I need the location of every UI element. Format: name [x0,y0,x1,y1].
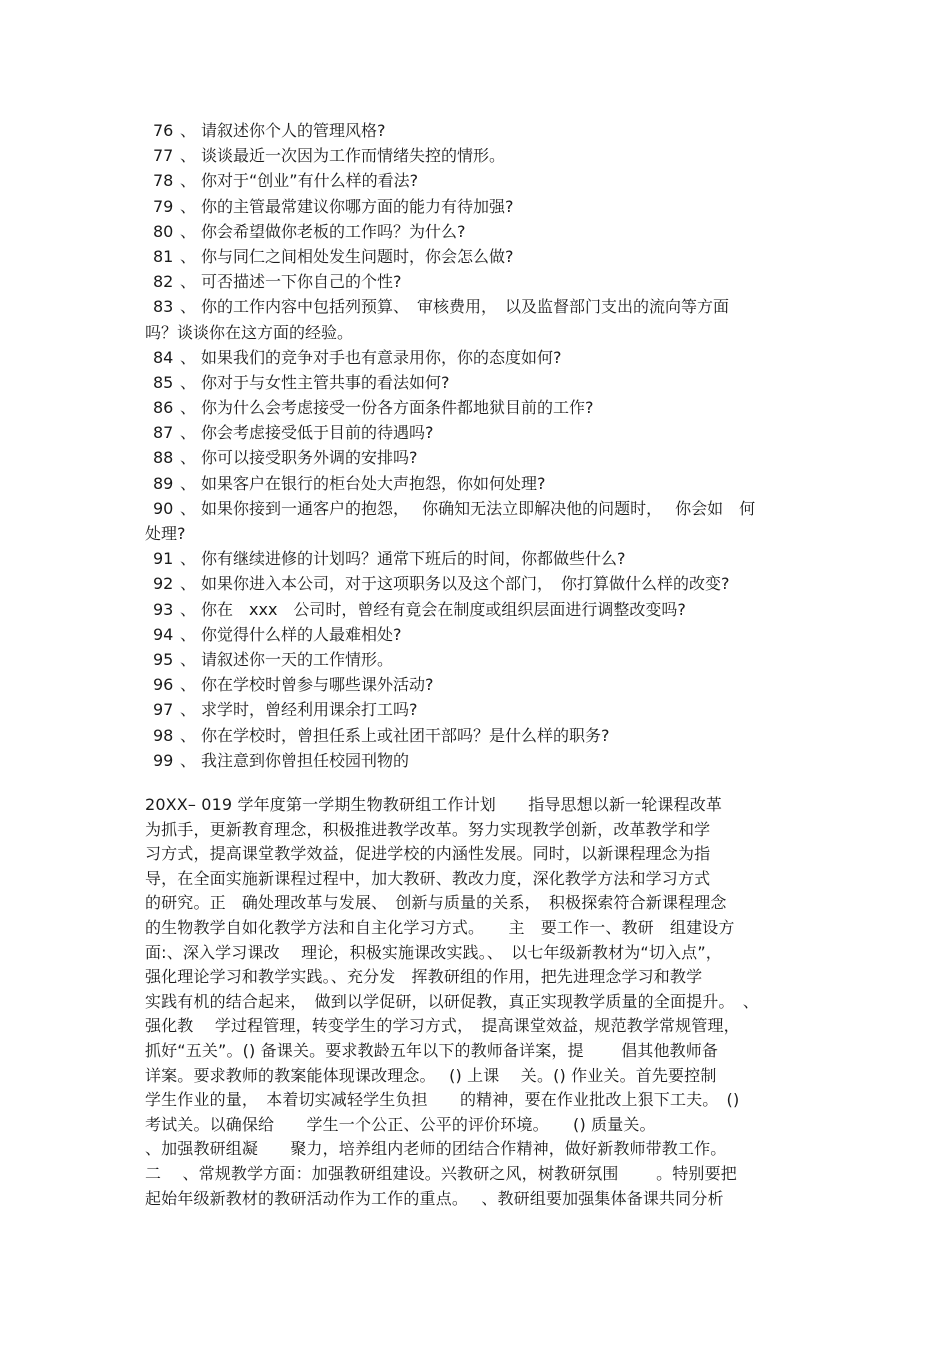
plan-line: 起始年级新教材的教研活动作为工作的重点。 、教研组要加强集体备课共同分析 [145,1188,724,1208]
question-item [145,748,815,773]
interview-question-list [145,118,815,773]
question-item [145,471,815,496]
question-number: 94 [153,624,174,644]
question-separator: 、 [179,700,196,720]
question-text: 你在学校时曾参与哪些课外活动? [201,675,434,695]
question-text: 你可以接受职务外调的安排吗? [201,448,418,468]
question-separator: 、 [179,498,196,518]
question-text: 你为什么会考虑接受一份各方面条件都地狱目前的工作? [201,398,594,418]
question-separator: 、 [179,297,196,317]
question-number: 84 [153,347,174,367]
question-text: 你在学校时，曾担任系上或社团干部吗？是什么样的职务? [201,725,610,745]
question-text: 你对于“创业”有什么样的看法? [201,171,419,191]
plan-line: 详案。要求教师的教案能体现课改理念。 () 上课 关。() 作业关。首先要控制 [145,1065,717,1085]
plan-line: 20XX– 019 学年度第一学期生物教研组工作计划 指导思想以新一轮课程改革 [145,795,722,814]
question-separator: 、 [179,221,196,241]
question-text: 你的工作内容中包括列预算、 审核费用， 以及监督部门支出的流向等方面 [201,297,730,317]
plan-line: 面:、深入学习课改 理论，积极实施课改实践。、 以七年级新教材为“切入点”， [145,942,722,962]
question-text: 如果客户在银行的柜台处大声抱怨，你如何处理? [201,473,546,493]
question-separator: 、 [179,272,196,292]
question-separator: 、 [179,675,196,695]
question-item [145,294,815,344]
plan-line: 实践有机的结合起来， 做到以学促研，以研促教，真正实现教学质量的全面提升。 、 [145,991,759,1011]
question-separator: 、 [179,398,196,418]
question-text-continuation: 处理? [145,524,186,544]
question-item [145,622,815,647]
question-text: 你对于与女性主管共事的看法如何? [201,372,450,392]
question-separator: 、 [179,750,196,770]
question-item [145,244,815,269]
plan-line: 抓好“五关”。() 备课关。要求教龄五年以下的教师备详案，提 倡其他教师备 [145,1040,719,1060]
question-text: 如果你进入本公司，对于这项职务以及这个部门， 你打算做什么样的改变? [201,574,730,594]
plan-line: 为抓手，更新教育理念，积极推进教学改革。努力实现教学创新，改革教学和学 [145,819,711,839]
question-separator: 、 [179,473,196,493]
question-text: 谈谈最近一次因为工作而情绪失控的情形。 [201,146,506,166]
question-separator: 、 [179,599,196,619]
question-item [145,219,815,244]
question-item [145,647,815,672]
question-separator: 、 [179,549,196,569]
plan-line: 强化理论学习和教学实践。、充分发 挥教研组的作用，把先进理念学习和教学 [145,967,703,987]
question-separator: 、 [179,624,196,644]
question-text: 你有继续进修的计划吗？通常下班后的时间，你都做些什么? [201,549,626,569]
question-separator: 、 [179,725,196,745]
plan-line: 、加强教研组凝 聚力，培养组内老师的团结合作精神，做好新教师带教工作。 [145,1139,727,1159]
question-text: 求学时，曾经利用课余打工吗? [201,700,418,720]
question-number: 80 [153,221,174,241]
question-number: 91 [153,549,174,569]
plan-line: 二 、常规教学方面：加强教研组建设。兴教研之风，树教研氛围 。特别要把 [145,1163,737,1183]
question-item [145,420,815,445]
question-number: 89 [153,473,174,493]
question-separator: 、 [179,146,196,166]
question-separator: 、 [179,246,196,266]
question-item [145,345,815,370]
question-text: 你在 xxx 公司时，曾经有竟会在制度或组织层面进行调整改变吗? [201,599,686,619]
question-number: 85 [153,372,174,392]
teaching-plan-text [145,793,810,1211]
plan-line: 导，在全面实施新课程过程中，加大教研、教改力度，深化教学方法和学习方式 [145,868,711,888]
question-number: 86 [153,398,174,418]
plan-line: 的研究。正 确处理改革与发展、 创新与质量的关系， 积极探索符合新课程理念 [145,893,727,913]
plan-line: 的生物教学自如化教学方法和自主化学习方式。 主 要工作一、教研 组建设方 [145,917,735,937]
question-item [145,546,815,571]
question-number: 79 [153,196,174,216]
question-item [145,370,815,395]
question-text: 如果我们的竞争对手也有意录用你，你的态度如何? [201,347,562,367]
question-item [145,395,815,420]
question-item [145,723,815,748]
question-item [145,571,815,596]
question-text: 请叙述你一天的工作情形。 [201,650,394,669]
question-item [145,496,815,546]
question-number: 87 [153,423,174,443]
question-text: 你会希望做你老板的工作吗？为什么? [201,221,466,241]
question-text-continuation: 吗？谈谈你在这方面的经验。 [145,322,354,342]
question-item [145,697,815,722]
question-separator: 、 [179,423,196,443]
question-number: 83 [153,297,174,317]
question-number: 99 [153,750,174,770]
question-separator: 、 [179,574,196,594]
question-number: 92 [153,574,174,594]
question-text: 我注意到你曾担任校园刊物的 [201,750,410,770]
plan-line: 习方式，提高课堂教学效益，促进学校的内涵性发展。同时，以新课程理念为指 [145,844,711,864]
question-item [145,168,815,193]
plan-line: 学生作业的量， 本着切实减轻学生负担 的精神，要在作业批改上狠下工夫。 () [145,1090,740,1110]
question-text: 你与同仁之间相处发生问题时，你会怎么做? [201,246,514,266]
question-item [145,143,815,168]
question-text: 请叙述你个人的管理风格? [201,121,386,140]
question-item [145,672,815,697]
question-number: 88 [153,448,174,468]
question-number: 90 [153,498,174,518]
question-text: 你觉得什么样的人最难相处? [201,624,402,644]
question-number: 96 [153,675,174,695]
question-number: 95 [153,650,174,669]
question-text: 可否描述一下你自己的个性? [201,272,402,292]
question-item [145,445,815,470]
question-separator: 、 [179,171,196,191]
question-item [145,269,815,294]
question-separator: 、 [179,372,196,392]
question-text: 如果你接到一通客户的抱怨， 你确知无法立即解决他的问题时， 你会如 何 [201,498,756,518]
question-number: 78 [153,171,174,191]
question-number: 93 [153,599,174,619]
question-separator: 、 [179,196,196,216]
question-text: 你会考虑接受低于目前的待遇吗? [201,423,434,443]
question-text: 你的主管最常建议你哪方面的能力有待加强? [201,196,514,216]
question-number: 98 [153,725,174,745]
question-number: 82 [153,272,174,292]
question-item [145,597,815,622]
question-number: 76 [153,121,174,140]
question-number: 81 [153,246,174,266]
question-item [145,118,815,143]
plan-line: 考试关。以确保给 学生一个公正、公平的评价环境。 () 质量关。 [145,1114,656,1134]
question-separator: 、 [179,448,196,468]
question-separator: 、 [179,650,196,669]
question-item [145,194,815,219]
plan-line: 强化教 学过程管理，转变学生的学习方式， 提高课堂效益，规范教学常规管理， [145,1016,740,1036]
question-separator: 、 [179,121,196,140]
question-number: 97 [153,700,174,720]
question-separator: 、 [179,347,196,367]
question-number: 77 [153,146,174,166]
